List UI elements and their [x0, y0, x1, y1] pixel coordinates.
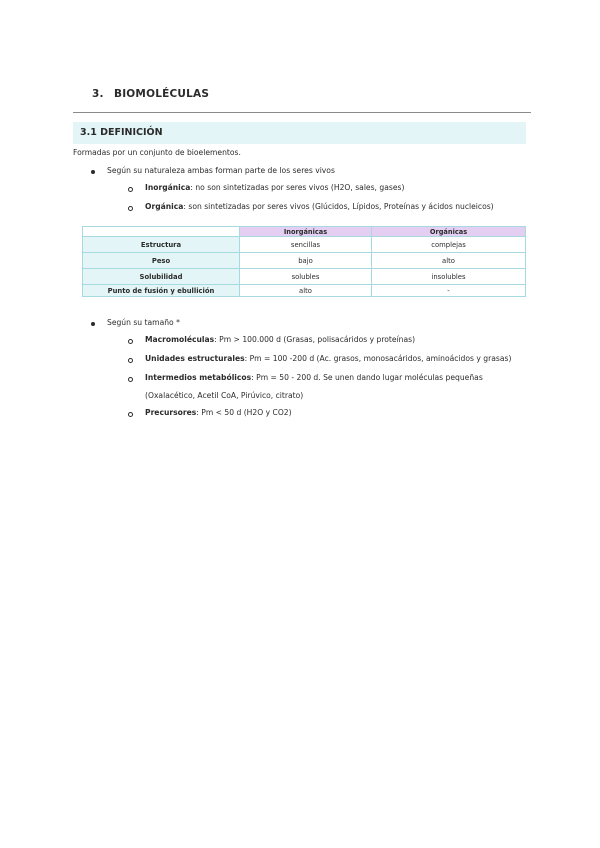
nature-item-organic: [145, 202, 494, 211]
table-header-cell: Inorgánicas: [240, 227, 372, 237]
table-cell: sencillas: [240, 237, 372, 253]
section-title: 3.1 DEFINICIÓN: [80, 127, 163, 138]
table-cell: complejas: [372, 237, 526, 253]
intro-text: Formadas por un conjunto de bioelementos.: [73, 148, 241, 157]
term-label: Precursores: [145, 408, 197, 417]
term-description: : Pm = 50 - 200 d. Se unen dando lugar moléculas pequeñas: [251, 373, 483, 382]
term-description: : Pm = 100 -200 d (Ac. grasos, monosacáridos, aminoácidos y grasas): [244, 354, 512, 363]
term-label: Unidades estructurales: [145, 354, 245, 363]
row-label: Punto de fusión y ebullición: [83, 285, 240, 297]
term-description: : son sintetizadas por seres vivos (Glúcidos, Lípidos, Proteínas y ácidos nucleicos): [183, 202, 494, 211]
term-label: Intermedios metabólicos: [145, 373, 252, 382]
size-item-precursors: [145, 408, 292, 417]
table-cell: insolubles: [372, 269, 526, 285]
table-header-cell: [83, 227, 240, 237]
sub-bullet-icon: [128, 377, 133, 382]
table-cell: alto: [240, 285, 372, 297]
bullet-icon: [91, 322, 95, 326]
size-item-structural-units: [145, 354, 511, 363]
table-cell: solubles: [240, 269, 372, 285]
table-cell: alto: [372, 253, 526, 269]
term-label: Macromoléculas: [145, 335, 215, 344]
table-cell: -: [372, 285, 526, 297]
sub-bullet-icon: [128, 412, 133, 417]
table-row: [83, 269, 526, 285]
size-text: Según su tamaño *: [107, 318, 180, 327]
nature-text: Según su naturaleza ambas forman parte de los seres vivos: [107, 166, 335, 175]
chapter-number: 3.: [92, 88, 104, 100]
table-row: [83, 237, 526, 253]
term-description: : Pm > 100.000 d (Grasas, polisacáridos y proteínas): [214, 335, 416, 344]
metabolic-intermediates-examples: (Oxalacético, Acetil CoA, Pirúvico, citrato): [145, 391, 304, 400]
row-label: Peso: [83, 253, 240, 269]
comparison-table: [82, 226, 526, 297]
term-description: : Pm < 50 d (H2O y CO2): [196, 408, 292, 417]
size-item-metabolic-intermediates: [145, 373, 483, 382]
term-label: Orgánica: [145, 202, 184, 211]
term-description: : no son sintetizadas por seres vivos (H2O, sales, gases): [190, 183, 405, 192]
row-label: Solubilidad: [83, 269, 240, 285]
chapter-title: BIOMOLÉCULAS: [114, 88, 210, 100]
table-row: [83, 253, 526, 269]
sub-bullet-icon: [128, 187, 133, 192]
sub-bullet-icon: [128, 358, 133, 363]
table-cell: bajo: [240, 253, 372, 269]
sub-bullet-icon: [128, 339, 133, 344]
table-header-row: [83, 227, 526, 237]
nature-item-inorganic: [145, 183, 404, 192]
chapter-heading: [92, 88, 209, 100]
chapter-divider: [73, 112, 531, 113]
term-label: Inorgánica: [145, 183, 191, 192]
row-label: Estructura: [83, 237, 240, 253]
size-item-macromolecules: [145, 335, 415, 344]
sub-bullet-icon: [128, 206, 133, 211]
table-header-cell: Orgánicas: [372, 227, 526, 237]
table-row: [83, 285, 526, 297]
bullet-icon: [91, 170, 95, 174]
